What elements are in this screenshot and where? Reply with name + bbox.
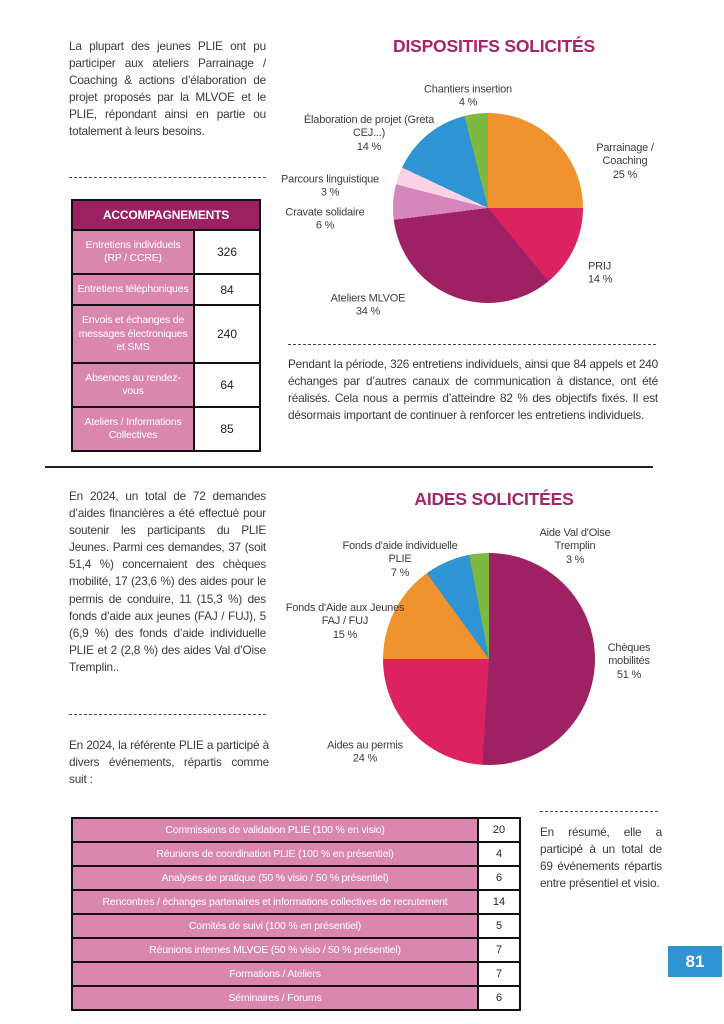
pie2-label-fonds-faj-fuj: Fonds d'Aide aux Jeunes FAJ / FUJ 15 %: [285, 601, 405, 641]
accompagnements-table-title: ACCOMPAGNEMENTS: [73, 201, 259, 231]
table-row: [73, 231, 259, 275]
aides-pie-chart: [285, 520, 700, 810]
table-row: [73, 408, 259, 450]
dashed-divider: [288, 344, 656, 345]
pie1-label-chantiers-insertion: Chantiers insertion 4 %: [424, 83, 512, 109]
table-row: [73, 963, 519, 987]
row-label: Analyses de pratique (50 % visio / 50 % présentiel): [73, 867, 479, 889]
pie1-label-elaboration-projet: Élaboration de projet (Greta CEJ...) 14 %: [303, 113, 435, 153]
dashed-divider: [69, 714, 266, 715]
section1-intro-paragraph: La plupart des jeunes PLIE ont pu participer aux ateliers Parrainage / Coaching & actions d’élaboration de projet proposés par la MLVOE et le PLIE, répondant ainsi en partie ou totalement à leurs besoins.: [69, 39, 266, 139]
summary-paragraph: En résumé, elle a participé à un total de 69 événements répartis entre présentiel et visio.: [540, 825, 662, 891]
pie2-label-fonds-individuelle-plie: Fonds d'aide individuelle PLIE 7 %: [342, 539, 458, 579]
pie1-label-cravate-solidaire: Cravate solidaire 6 %: [285, 206, 365, 232]
pie1-label-parcours-linguistique: Parcours linguistique 3 %: [281, 173, 379, 199]
pie1-label-ateliers-mlvoe: Ateliers MLVOE 34 %: [330, 292, 406, 318]
table-row: [73, 819, 519, 843]
row-value: 4: [479, 843, 519, 865]
row-value: 84: [195, 275, 259, 304]
dashed-divider: [540, 811, 658, 812]
section1-after-chart-paragraph: Pendant la période, 326 entretiens individuels, ainsi que 84 appels et 240 échanges par d’autres canaux de communication à distance, ont été réalisés. Cela nous a permis d’atteindre 82 % des objectifs fixés. Il est désormais important de continuer à renforcer les entretiens individuels.: [288, 357, 658, 423]
row-label: Envois et échanges de messages électroniques et SMS: [73, 306, 195, 361]
accompagnements-table: [71, 199, 261, 452]
table-row: [73, 891, 519, 915]
table-row: [73, 275, 259, 306]
row-label: Ateliers / Informations Collectives: [73, 408, 195, 450]
table-row: [73, 843, 519, 867]
row-value: 20: [479, 819, 519, 841]
section2-events-intro-paragraph: En 2024, la référente PLIE a participé à divers événements, répartis comme suit :: [69, 738, 269, 787]
row-label: Comités de suivi (100 % en présentiel): [73, 915, 479, 937]
row-value: 240: [195, 306, 259, 361]
row-value: 7: [479, 939, 519, 961]
row-value: 6: [479, 987, 519, 1009]
row-value: 326: [195, 231, 259, 273]
row-value: 7: [479, 963, 519, 985]
table-row: [73, 939, 519, 963]
row-label: Formations / Ateliers: [73, 963, 479, 985]
pie-chart-2: [383, 553, 595, 765]
table-row: [73, 915, 519, 939]
row-label: Entretiens individuels (RP / CCRE): [73, 231, 195, 273]
pie2-label-aide-val-doise: Aide Val d'Oise Tremplin 3 %: [539, 526, 611, 566]
pie2-label-aides-au-permis: Aides au permis 24 %: [327, 739, 403, 765]
dashed-divider: [69, 177, 266, 178]
pie1-label-prij: PRIJ 14 %: [588, 260, 613, 286]
row-label: Rencontres / échanges partenaires et informations collectives de recrutement: [73, 891, 479, 913]
row-value: 6: [479, 867, 519, 889]
section-divider: [45, 466, 653, 468]
pie2-label-cheques-mobilites: Chèques mobilités 51 %: [607, 641, 651, 681]
chart1-title: DISPOSITIFS SOLICITÉS: [393, 36, 595, 56]
row-value: 64: [195, 364, 259, 406]
dispositifs-pie-chart: [281, 70, 700, 362]
table-row: [73, 867, 519, 891]
row-label: Absences au rendez-vous: [73, 364, 195, 406]
page-number-badge: 81: [668, 946, 722, 977]
table-row: [73, 987, 519, 1009]
pie1-label-parrainage-coaching: Parrainage / Coaching 25 %: [596, 141, 654, 181]
row-value: 14: [479, 891, 519, 913]
row-label: Réunions internes MLVOE (50 % visio / 50 % présentiel): [73, 939, 479, 961]
row-label: Entretiens téléphoniques: [73, 275, 195, 304]
row-value: 85: [195, 408, 259, 450]
row-label: Réunions de coordination PLIE (100 % en présentiel): [73, 843, 479, 865]
table-row: [73, 364, 259, 408]
row-label: Commissions de validation PLIE (100 % en visio): [73, 819, 479, 841]
section2-intro-paragraph: En 2024, un total de 72 demandes d’aides financières a été effectué pour soutenir les participants du PLIE Jeunes. Parmi ces demandes, 37 (soit 51,4 %) concernaient des chèques mobilité, 17 (23,6 %) des aides pour le permis de conduire, 11 (15,3 %) des fonds d’aide aux jeunes (FAJ / FUJ), 5 (6,9 %) des fonds d’aide individuelle PLIE et 2 (2,8 %) des aides Val d’Oise Tremplin..: [69, 489, 266, 674]
chart2-title: AIDES SOLICITÉES: [414, 489, 574, 509]
row-value: 5: [479, 915, 519, 937]
events-table: [71, 817, 521, 1011]
row-label: Séminaires / Forums: [73, 987, 479, 1009]
table-row: [73, 306, 259, 363]
